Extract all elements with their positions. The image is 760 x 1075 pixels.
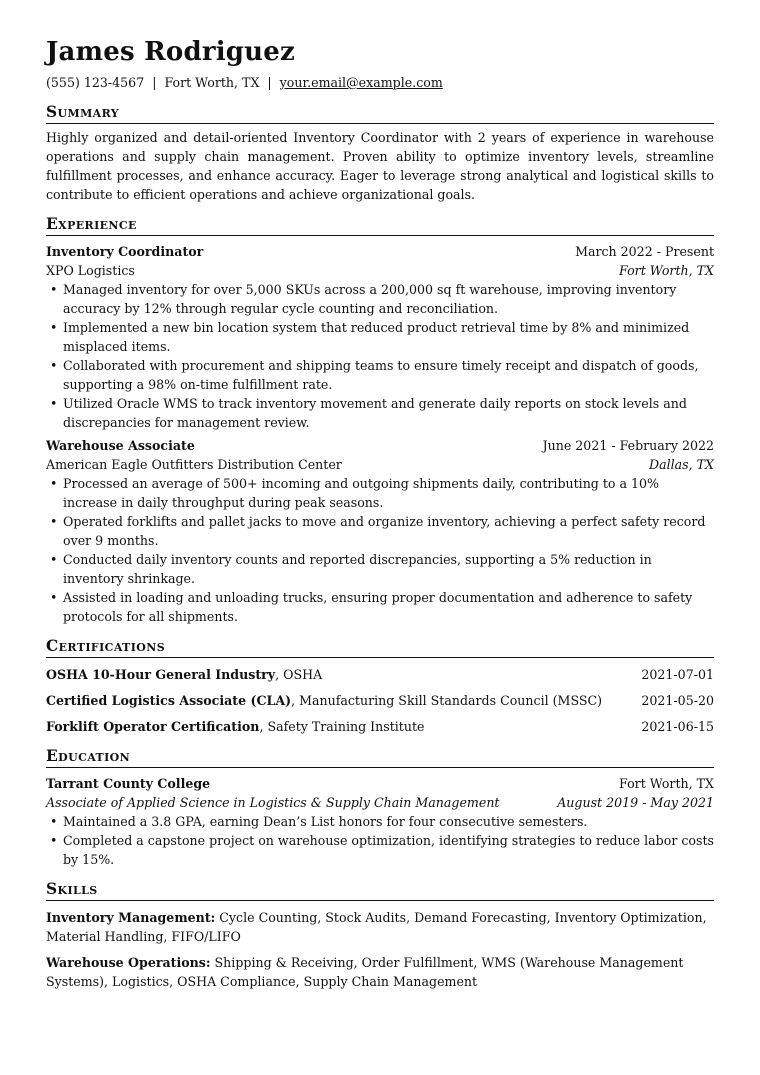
section-title-education: Education — [46, 747, 714, 768]
education-subheader — [46, 793, 714, 812]
section-title-experience: Experience — [46, 215, 714, 236]
email-link[interactable]: your.email@example.com — [279, 75, 443, 90]
contact-separator: | — [152, 75, 157, 90]
job-subheader — [46, 455, 714, 474]
certification-row — [46, 717, 714, 736]
education-dates: August 2019 - May 2021 — [557, 795, 714, 810]
certification-text — [46, 665, 322, 684]
certification-issuer: , Manufacturing Skill Standards Council (MSSC) — [291, 693, 603, 708]
certification-text — [46, 691, 602, 710]
job-entry — [46, 436, 714, 626]
job-subheader — [46, 261, 714, 280]
list-item: • Operated forklifts and pallet jacks to move and organize inventory, achieving a perfect safety record over 9 months. — [63, 512, 714, 550]
certification-name: Forklift Operator Certification — [46, 719, 260, 734]
certification-row — [46, 691, 714, 710]
summary-section — [46, 103, 714, 204]
degree-name: Associate of Applied Science in Logistics & Supply Chain Management — [46, 795, 500, 810]
job-bullets — [46, 280, 714, 432]
job-header — [46, 436, 714, 455]
job-dates: March 2022 - Present — [575, 244, 714, 259]
job-location: Fort Worth, TX — [619, 263, 714, 278]
education-bullets — [46, 812, 714, 869]
list-item: • Maintained a 3.8 GPA, earning Dean’s List honors for four consecutive semesters. — [63, 812, 714, 831]
job-location: Dallas, TX — [648, 457, 714, 472]
job-role: Inventory Coordinator — [46, 244, 204, 259]
experience-section — [46, 215, 714, 626]
job-role: Warehouse Associate — [46, 438, 195, 453]
skill-group-items: Shipping & Receiving, Order Fulfillment, WMS (Warehouse Management Systems), Logistics, OSHA Compliance, Supply Chain Management — [46, 955, 684, 989]
list-item: • Assisted in loading and unloading trucks, ensuring proper documentation and adherence to safety protocols for all shipments. — [63, 588, 714, 626]
summary-text: Highly organized and detail-oriented Inventory Coordinator with 2 years of experience in warehouse operations and supply chain management. Proven ability to optimize inventory levels, streamline fulfillment processes, and enhance accuracy. Eager to leverage strong analytical and logistical skills to contribute to efficient operations and achieve organizational goals. — [46, 130, 714, 202]
skill-group-items: Cycle Counting, Stock Audits, Demand Forecasting, Inventory Optimization, Material Handling, FIFO/LIFO — [46, 910, 707, 944]
school-location: Fort Worth, TX — [619, 776, 714, 791]
certification-issuer: , Safety Training Institute — [259, 719, 425, 734]
job-header — [46, 242, 714, 261]
list-item: • Completed a capstone project on warehouse optimization, identifying strategies to reduce labor costs by 15%. — [63, 831, 714, 869]
certification-name: OSHA 10-Hour General Industry — [46, 667, 276, 682]
skill-group — [46, 908, 714, 946]
location: Fort Worth, TX — [164, 75, 260, 90]
candidate-name: James Rodriguez — [46, 37, 295, 67]
list-item: • Processed an average of 500+ incoming and outgoing shipments daily, contributing to a 10% increase in daily throughput during peak seasons. — [63, 474, 714, 512]
certifications-section — [46, 637, 714, 736]
section-title-certifications: Certifications — [46, 637, 714, 658]
contact-line — [46, 74, 714, 92]
certification-text — [46, 717, 424, 736]
section-title-skills: Skills — [46, 880, 714, 901]
skill-group-label: Warehouse Operations: — [46, 955, 211, 970]
section-title-summary: Summary — [46, 103, 714, 124]
certification-row — [46, 665, 714, 684]
education-section — [46, 747, 714, 869]
list-item: • Implemented a new bin location system that reduced product retrieval time by 8% and minimized misplaced items. — [63, 318, 714, 356]
phone-number: (555) 123-4567 — [46, 75, 145, 90]
list-item: • Utilized Oracle WMS to track inventory movement and generate daily reports on stock levels and discrepancies for management review. — [63, 394, 714, 432]
skill-group-label: Inventory Management: — [46, 910, 216, 925]
job-dates: June 2021 - February 2022 — [542, 438, 714, 453]
list-item: • Conducted daily inventory counts and reported discrepancies, supporting a 5% reduction in inventory shrinkage. — [63, 550, 714, 588]
list-item: • Managed inventory for over 5,000 SKUs across a 200,000 sq ft warehouse, improving inventory accuracy by 12% through regular cycle counting and reconciliation. — [63, 280, 714, 318]
education-header — [46, 774, 714, 793]
list-item: • Collaborated with procurement and shipping teams to ensure timely receipt and dispatch of goods, supporting a 98% on-time fulfillment rate. — [63, 356, 714, 394]
skills-section — [46, 880, 714, 991]
skill-group — [46, 953, 714, 991]
job-entry — [46, 242, 714, 432]
education-entry — [46, 774, 714, 869]
certification-date: 2021-06-15 — [641, 719, 714, 734]
job-company: XPO Logistics — [46, 263, 135, 278]
certification-name: Certified Logistics Associate (CLA) — [46, 693, 292, 708]
school-name: Tarrant County College — [46, 776, 211, 791]
job-bullets — [46, 474, 714, 626]
certification-date: 2021-07-01 — [641, 667, 714, 682]
contact-separator: | — [267, 75, 272, 90]
certification-issuer: , OSHA — [275, 667, 323, 682]
job-company: American Eagle Outfitters Distribution Center — [46, 457, 342, 472]
certification-date: 2021-05-20 — [641, 693, 714, 708]
